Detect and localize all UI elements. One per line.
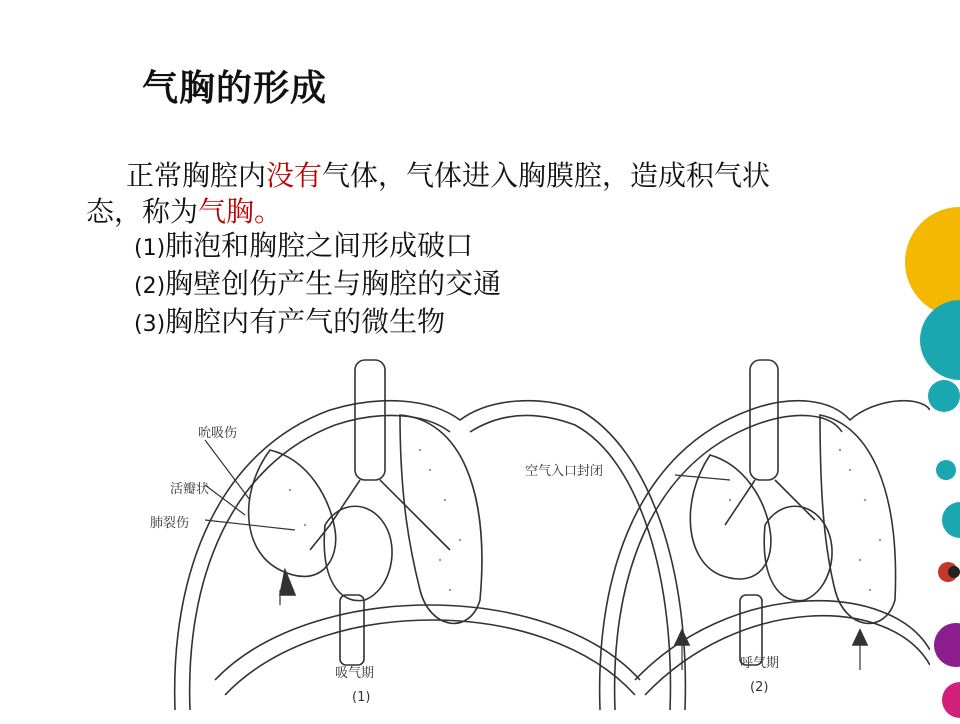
label-lung-laceration: 肺裂伤	[150, 516, 190, 531]
cause-item	[134, 304, 501, 342]
right-expanded-lung	[820, 415, 896, 623]
causes-list	[134, 228, 501, 342]
teal-circle-icon	[920, 300, 960, 380]
slide-title: 气胸的形成	[142, 68, 328, 109]
black-dot-icon	[948, 566, 960, 578]
magenta-circle-icon	[942, 682, 960, 718]
caption-inspiration: 吸气期	[335, 666, 375, 681]
definition-line-2	[86, 194, 886, 230]
left-trachea	[355, 360, 385, 480]
cause-text: 肺泡和胸腔之间形成破口	[165, 229, 474, 262]
left-collapsed-lung	[249, 450, 336, 576]
cause-text: 胸腔内有产气的微生物	[165, 305, 446, 338]
definition-line-1	[86, 158, 886, 194]
cause-number: (3)	[134, 312, 166, 337]
teal-dot-icon	[928, 380, 960, 412]
cause-text: 胸壁创伤产生与胸腔的交通	[165, 267, 502, 300]
definition-text-2: 气体，气体进入胸膜腔，造成积气状	[322, 159, 771, 192]
definition-text-1: 正常胸腔内	[126, 159, 267, 192]
definition-text-3: 态，称为	[86, 195, 199, 228]
figure-number-1: (1)	[352, 690, 371, 705]
cause-number: (2)	[134, 274, 166, 299]
left-diaphragm	[215, 605, 640, 680]
label-valve: 活瓣状	[170, 482, 210, 497]
cause-number: (1)	[134, 236, 166, 261]
highlight-none: 没有	[266, 159, 323, 192]
cause-item	[134, 266, 501, 304]
cause-item	[134, 228, 501, 266]
chest-diagram	[130, 350, 930, 720]
purple-circle-icon	[934, 623, 960, 667]
figure-number-2: (2)	[750, 680, 769, 695]
highlight-pneumothorax: 气胸。	[198, 195, 283, 228]
yellow-circle-icon	[905, 207, 960, 317]
left-expanded-lung	[400, 415, 482, 623]
label-entry-sealed: 空气入口封闭	[525, 464, 604, 479]
definition-paragraph	[86, 158, 886, 230]
decorative-circles	[900, 0, 960, 720]
teal-small-dot-icon	[936, 460, 956, 480]
right-heart	[764, 506, 832, 600]
left-chest-wall	[175, 401, 686, 710]
label-sucking-wound: 吮吸伤	[198, 426, 238, 441]
right-trachea	[750, 360, 778, 480]
teal-half-dot-icon	[942, 502, 960, 538]
caption-expiration: 呼气期	[740, 656, 780, 671]
pneumothorax-figure	[130, 350, 930, 720]
